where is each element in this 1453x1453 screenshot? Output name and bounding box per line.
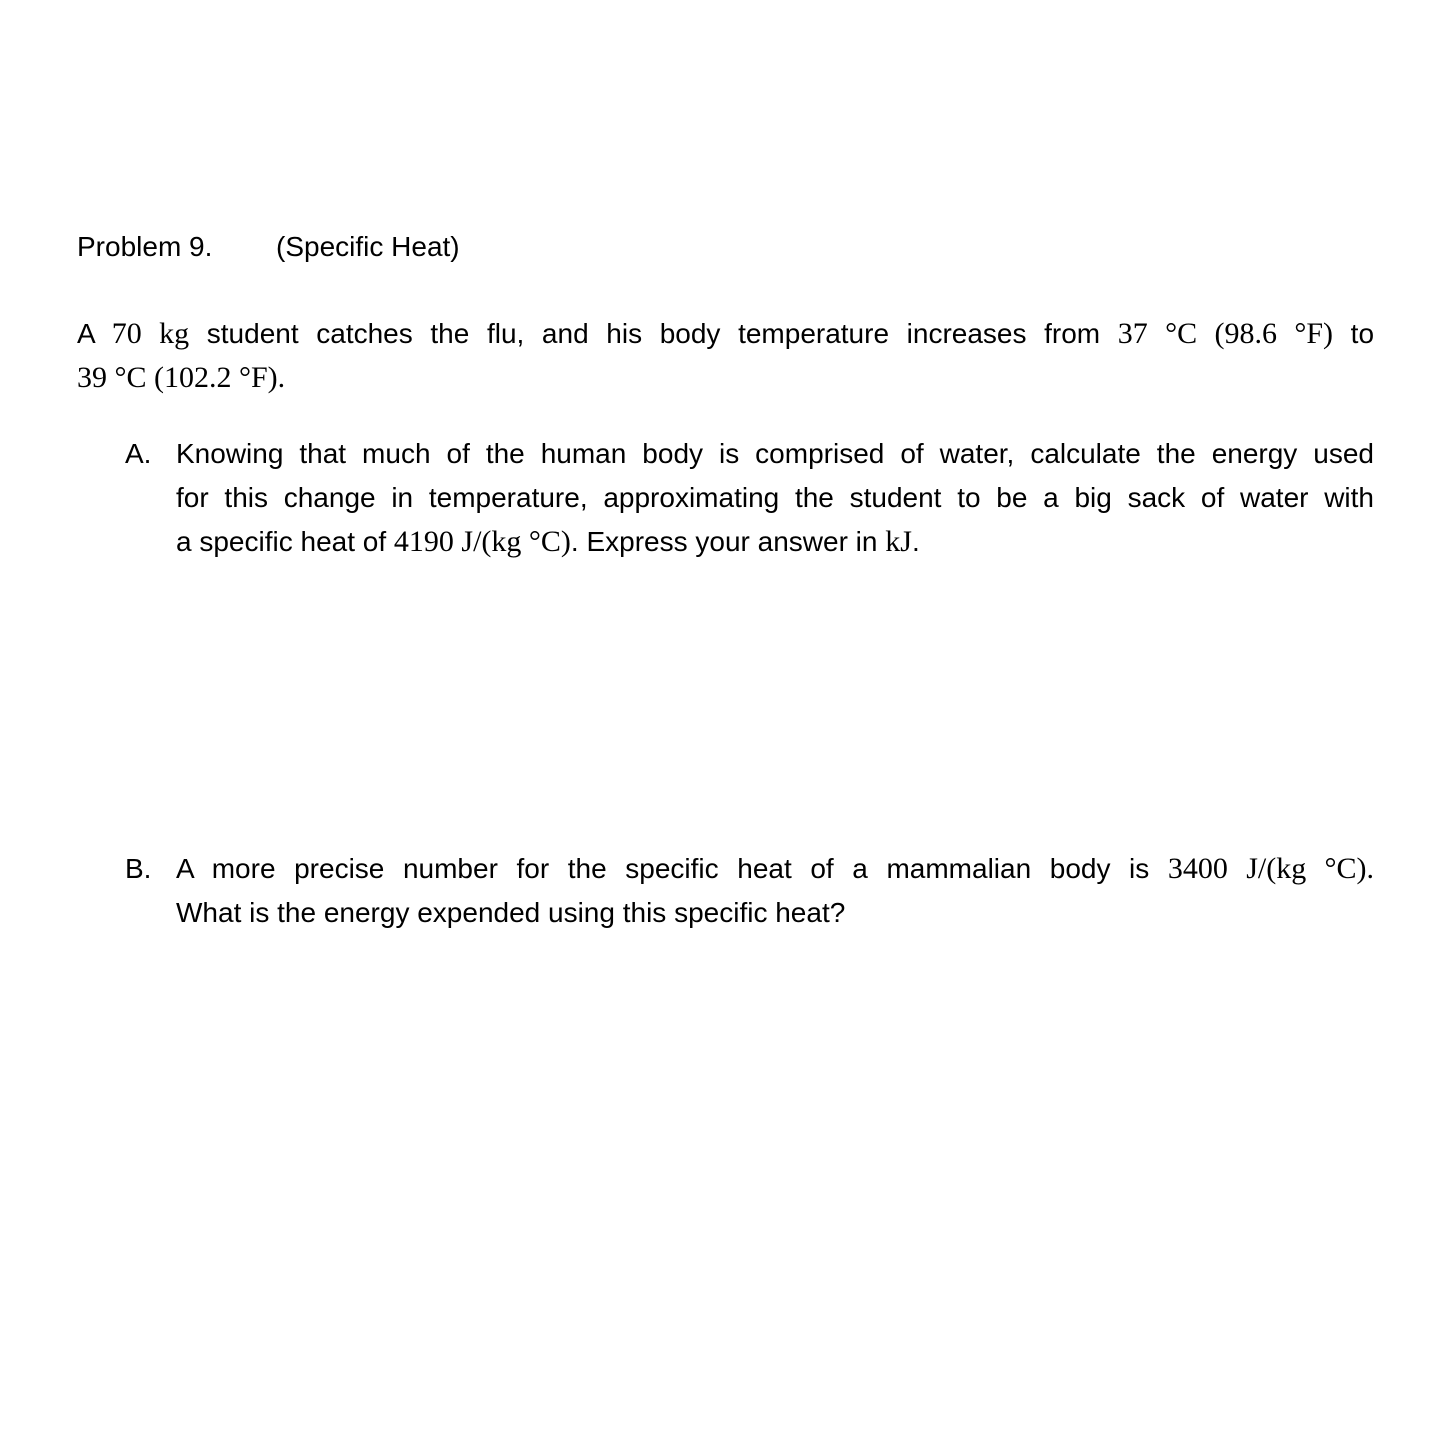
part-a-text [176, 432, 1374, 564]
part-b-line-1-period: . [1366, 852, 1375, 885]
statement-line-1 [77, 312, 1374, 356]
statement-prefix: A [77, 318, 112, 349]
answer-unit: kJ [885, 525, 912, 558]
mammal-specific-heat: 3400 J/(kg °C) [1167, 852, 1367, 885]
part-a [125, 432, 1374, 564]
statement-middle: student catches the flu, and his body temperature increases from [189, 318, 1118, 349]
statement-to: to [1333, 318, 1375, 349]
part-a-line-3-period: . [911, 526, 920, 557]
part-a-line-3-prefix: a specific heat of [176, 526, 394, 557]
part-b-label: B. [125, 853, 152, 884]
problem-statement [77, 312, 1374, 400]
student-mass: 70 kg [111, 317, 190, 350]
part-b-line-1-prefix: A more precise number for the specific heat of a mammalian body is [176, 853, 1168, 884]
water-specific-heat: 4190 J/(kg °C) [393, 525, 571, 558]
part-b-line-2: What is the energy expended using this specific heat? [176, 897, 846, 928]
problem-heading [77, 228, 460, 266]
final-temperature: 39 °C (102.2 °F) [77, 361, 278, 394]
part-a-line-3 [176, 520, 1374, 564]
part-b-line-1 [176, 847, 1374, 891]
part-b [125, 847, 1374, 935]
part-a-line-1: Knowing that much of the human body is comprised of water, calculate the energy used [176, 438, 1374, 469]
statement-period: . [277, 361, 286, 394]
statement-line-2 [77, 356, 1374, 400]
part-b-text [176, 847, 1374, 935]
initial-temperature: 37 °C (98.6 °F) [1117, 317, 1334, 350]
problem-number: Problem 9. [77, 231, 213, 262]
part-a-line-3-middle: . Express your answer in [570, 526, 886, 557]
problem-topic: (Specific Heat) [276, 231, 460, 262]
part-a-label: A. [125, 438, 152, 469]
part-a-line-2: for this change in temperature, approximating the student to be a big sack of water with [176, 482, 1374, 513]
